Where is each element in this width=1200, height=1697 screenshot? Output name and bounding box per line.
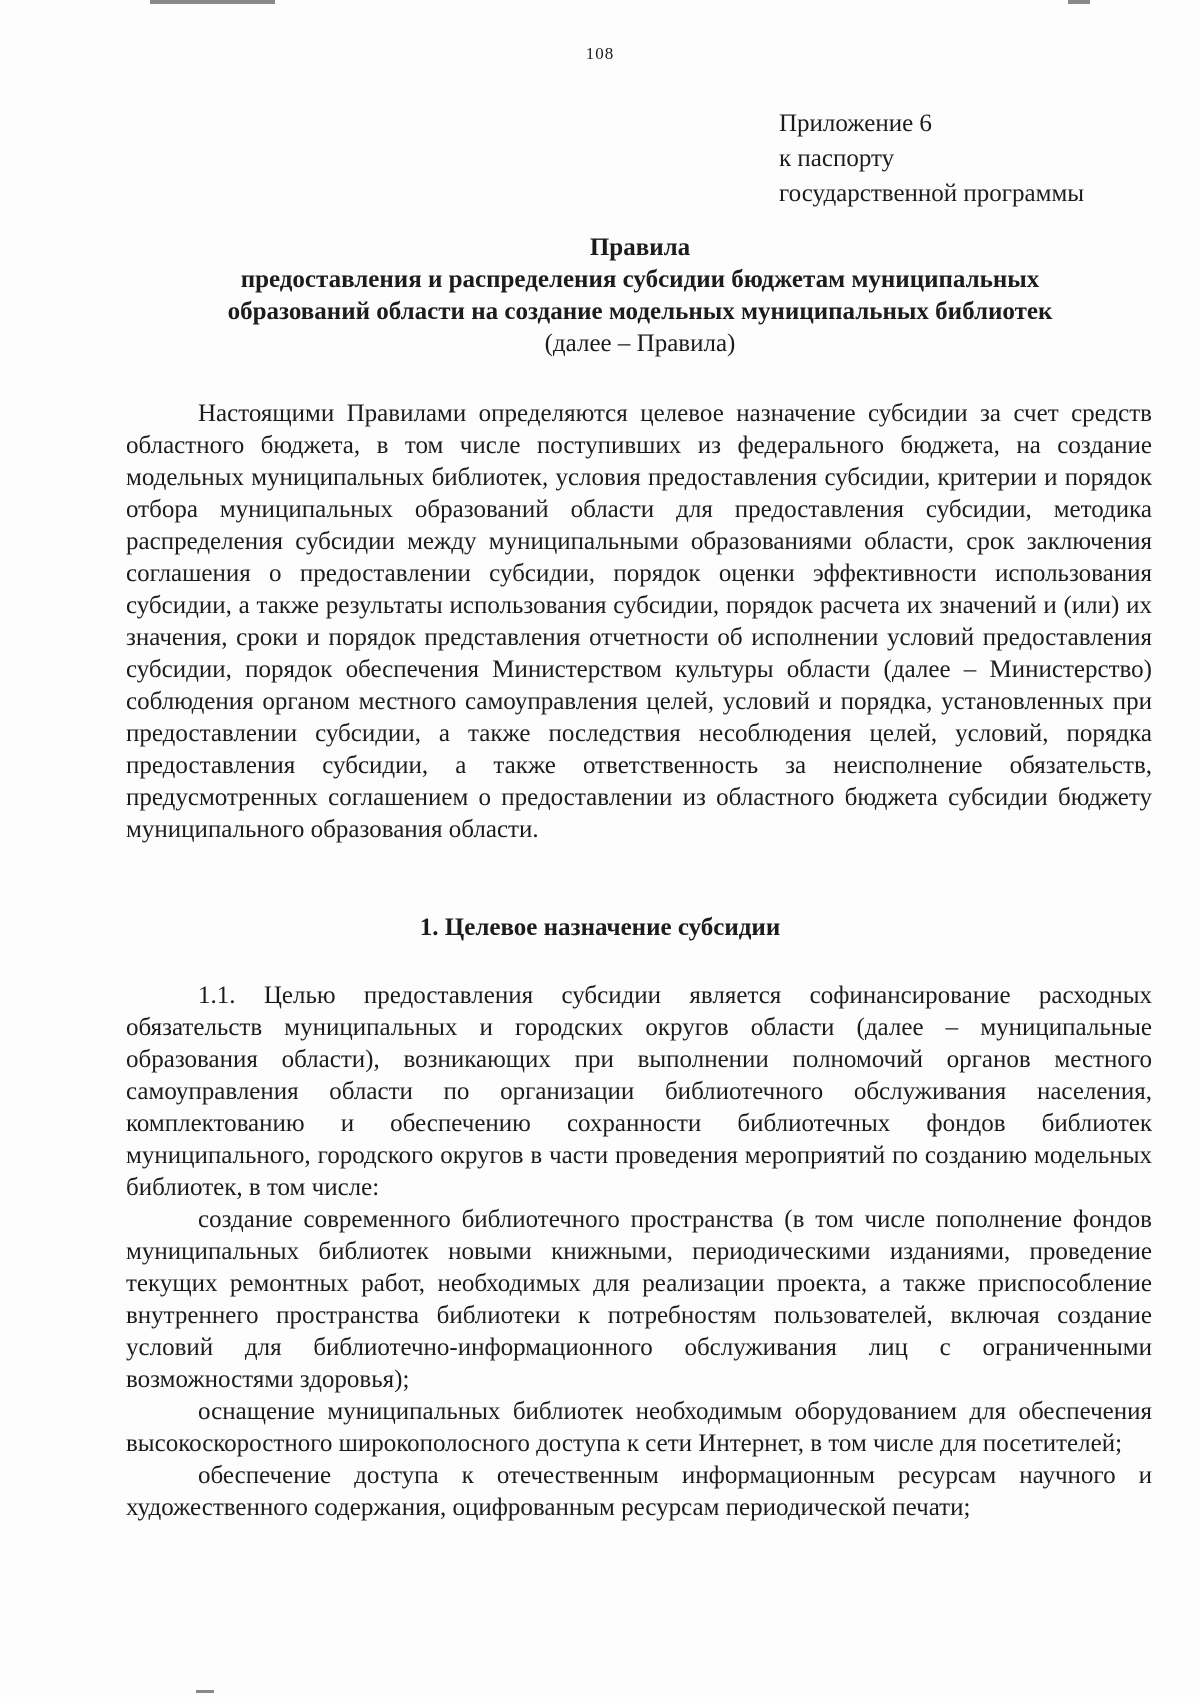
title-heading: Правила (589, 234, 691, 261)
page-number: 108 (585, 44, 615, 63)
section-paragraph: оснащение муниципальных библиотек необходимым оборудованием для обеспечения высокоскоростного широкополосного доступа к сети Интернет, в том числе для посетителей; (126, 1398, 1152, 1457)
section-paragraph: обеспечение доступа к отечественным информационным ресурсам научного и художественного содержания, оцифрованным ресурсам периодической печати; (126, 1462, 1152, 1521)
section-paragraph: 1.1. Целью предоставления субсидии является софинансирование расходных обязательств муниципальных и городских округов области (далее – муниципальные образования области), возникающих при выполнении полномочий органов местного самоуправления области по организации библиотечного обслуживания населения, комплектованию и обеспечению сохранности библиотечных фондов библиотек муниципального, городского округов в части проведения мероприятий по созданию модельных библиотек, в том числе: (126, 982, 1152, 1201)
title-abbreviation: (далее – Правила) (544, 330, 736, 357)
section-paragraph: создание современного библиотечного пространства (в том числе пополнение фондов муниципальных библиотек новыми книжными, периодическими изданиями, проведение текущих ремонтных работ, необходимых для реализации проекта, а также приспособление внутреннего пространства библиотеки к потребностям пользователей, включая создание условий для библиотечно-информационного обслуживания лиц с ограниченными возможностями здоровья); (126, 1206, 1152, 1393)
title-line: предоставления и распределения субсидии бюджетам муниципальных (240, 266, 1040, 293)
scan-mark-bottom-left (196, 1690, 214, 1693)
appendix-note (779, 106, 1084, 211)
title-line: образований области на создание модельных муниципальных библиотек (227, 298, 1053, 325)
document-title (130, 232, 1150, 360)
appendix-line: к паспорту (779, 145, 895, 172)
scan-mark-top-left (150, 0, 275, 4)
appendix-line: Приложение 6 (779, 110, 932, 137)
intro-paragraph: Настоящими Правилами определяются целевое назначение субсидии за счет средств областного бюджета, в том числе поступивших из федерального бюджета, на создание модельных муниципальных библиотек, условия предоставления субсидии, критерии и порядок отбора муниципальных образований области для предоставления субсидии, методика распределения субсидии между муниципальными образованиями области, срок заключения соглашения о предоставлении субсидии, порядок оценки эффективности использования субсидии, а также результаты использования субсидии, порядок расчета их значений и (или) их значения, сроки и порядок представления отчетности об исполнении условий предоставления субсидии, порядок обеспечения Министерством культуры области (далее – Министерство) соблюдения органом местного самоуправления целей, условий и порядка, установленных при предоставлении субсидии, а также последствия несоблюдения целей, условий, порядка предоставления субсидии, а также ответственность за неисполнение обязательств, предусмотренных соглашением о предоставлении из областного бюджета субсидии бюджету муниципального образования области. (126, 400, 1152, 843)
intro-section (126, 398, 1152, 846)
appendix-line: государственной программы (779, 180, 1085, 207)
scan-mark-top-right (1068, 0, 1090, 4)
section-heading: 1. Целевое назначение субсидии (419, 914, 781, 941)
section-1-body (126, 980, 1152, 1524)
